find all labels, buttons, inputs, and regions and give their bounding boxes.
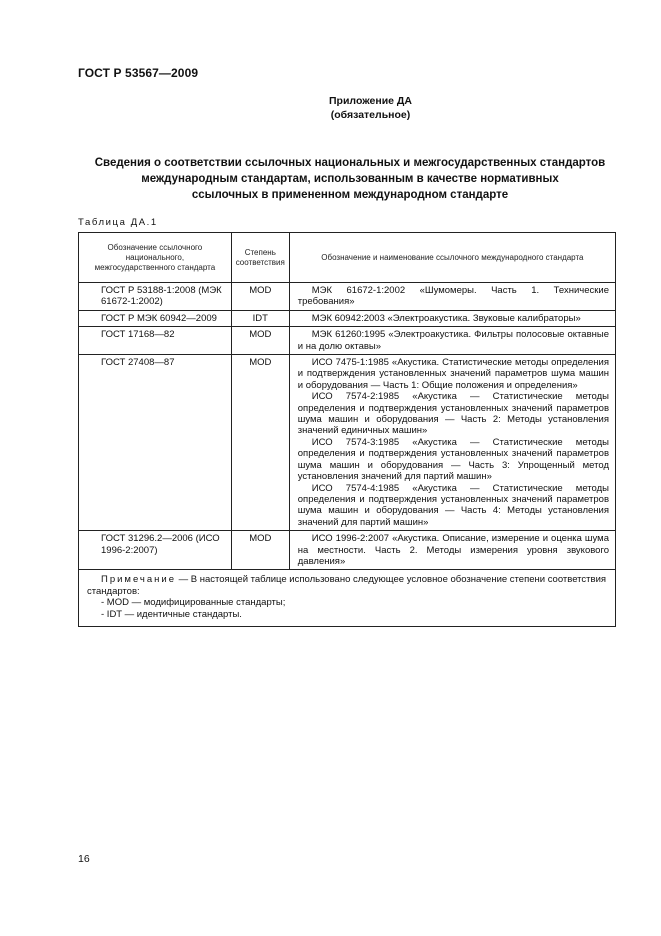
degree-cell: MOD [231,531,289,570]
heading-line: ссылочных в примененном международном стандарте [191,189,509,201]
note-label: Примечание [101,574,176,586]
standard-reference: ИСО 7475-1:1985 «Акустика. Статистические методы определения и подтверждения установленных значений параметров шума машин и оборудования — Часть 1: Общие положения и определения» [297,357,609,391]
note-body: — В настоящей таблице использовано следующее условное обозначение степени соответствия стандартов: [87,574,607,597]
degree-cell: MOD [231,327,289,355]
page-number: 16 [78,853,90,865]
table-row [79,283,616,311]
heading-line: Сведения о соответствии ссылочных национальных и межгосударственных стандартов [94,157,606,169]
degree-cell: MOD [231,355,289,531]
table-row [79,310,616,326]
standard-reference: ИСО 7574-2:1985 «Акустика — Статистические методы определения и подтверждения установленных значений параметров шума машин и оборудования — Часть 2: Методы установления значений единичных машин» [297,391,609,437]
note-item: - IDT — идентичные стандарты. [101,608,242,620]
document-code: ГОСТ Р 53567—2009 [78,66,199,80]
degree-cell: IDT [231,310,289,326]
degree-cell: MOD [231,283,289,311]
appendix-title: Приложение ДА [329,95,412,107]
section-heading [80,155,620,203]
international-standard-cell [289,355,615,531]
standard-reference: ИСО 7574-4:1985 «Акустика — Статистические методы определения и подтверждения установленных значений параметров шума машин и оборудования — Часть 4: Методы установления значений для партий машин» [297,482,609,528]
table-note [79,570,616,627]
national-standard-cell: ГОСТ 17168—82 [79,327,232,355]
international-standard-cell [289,531,615,570]
international-standard-cell [289,327,615,355]
correspondence-table [78,232,616,627]
international-standard-cell [289,310,615,326]
table-note-row [79,570,616,627]
national-standard-cell: ГОСТ Р 53188-1:2008 (МЭК 61672-1:2002) [79,283,232,311]
international-standard-cell [289,283,615,311]
national-standard-cell: ГОСТ Р МЭК 60942—2009 [79,310,232,326]
national-standard-cell: ГОСТ 27408—87 [79,355,232,531]
standard-reference: ИСО 1996-2:2007 «Акустика. Описание, измерение и оценка шума на местности. Часть 2. Методы измерения уровня звукового давления» [297,533,609,567]
standard-reference: ИСО 7574-3:1985 «Акустика — Статистические методы определения и подтверждения установленных значений параметров шума машин и оборудования — Часть 3: Упрощенный метод установления значений для партий машин» [297,436,609,483]
note-item: - MOD — модифицированные стандарты; [101,597,286,609]
table-label: Таблица ДА.1 [78,217,158,228]
table-row [79,327,616,355]
standard-reference: МЭК 60942:2003 «Электроакустика. Звуковые калибраторы» [311,312,581,324]
standard-reference: МЭК 61672-1:2002 «Шумомеры. Часть 1. Технические требования» [297,285,609,308]
column-header-national: Обозначение ссылочного национального, межгосударственного стандарта [79,233,232,283]
table-header-row [79,233,616,283]
table-row [79,531,616,570]
appendix-status: (обязательное) [330,109,411,121]
standard-reference: МЭК 61260:1995 «Электроакустика. Фильтры полосовые октавные и на долю октавы» [297,329,609,352]
note-text [87,574,609,597]
column-header-international: Обозначение и наименование ссылочного международного стандарта [289,233,615,283]
heading-line: международным стандартам, использованным в качестве нормативных [141,173,559,185]
column-header-degree: Степень соответствия [231,233,289,283]
table-row [79,355,616,531]
national-standard-cell: ГОСТ 31296.2—2006 (ИСО 1996-2:2007) [79,531,232,570]
